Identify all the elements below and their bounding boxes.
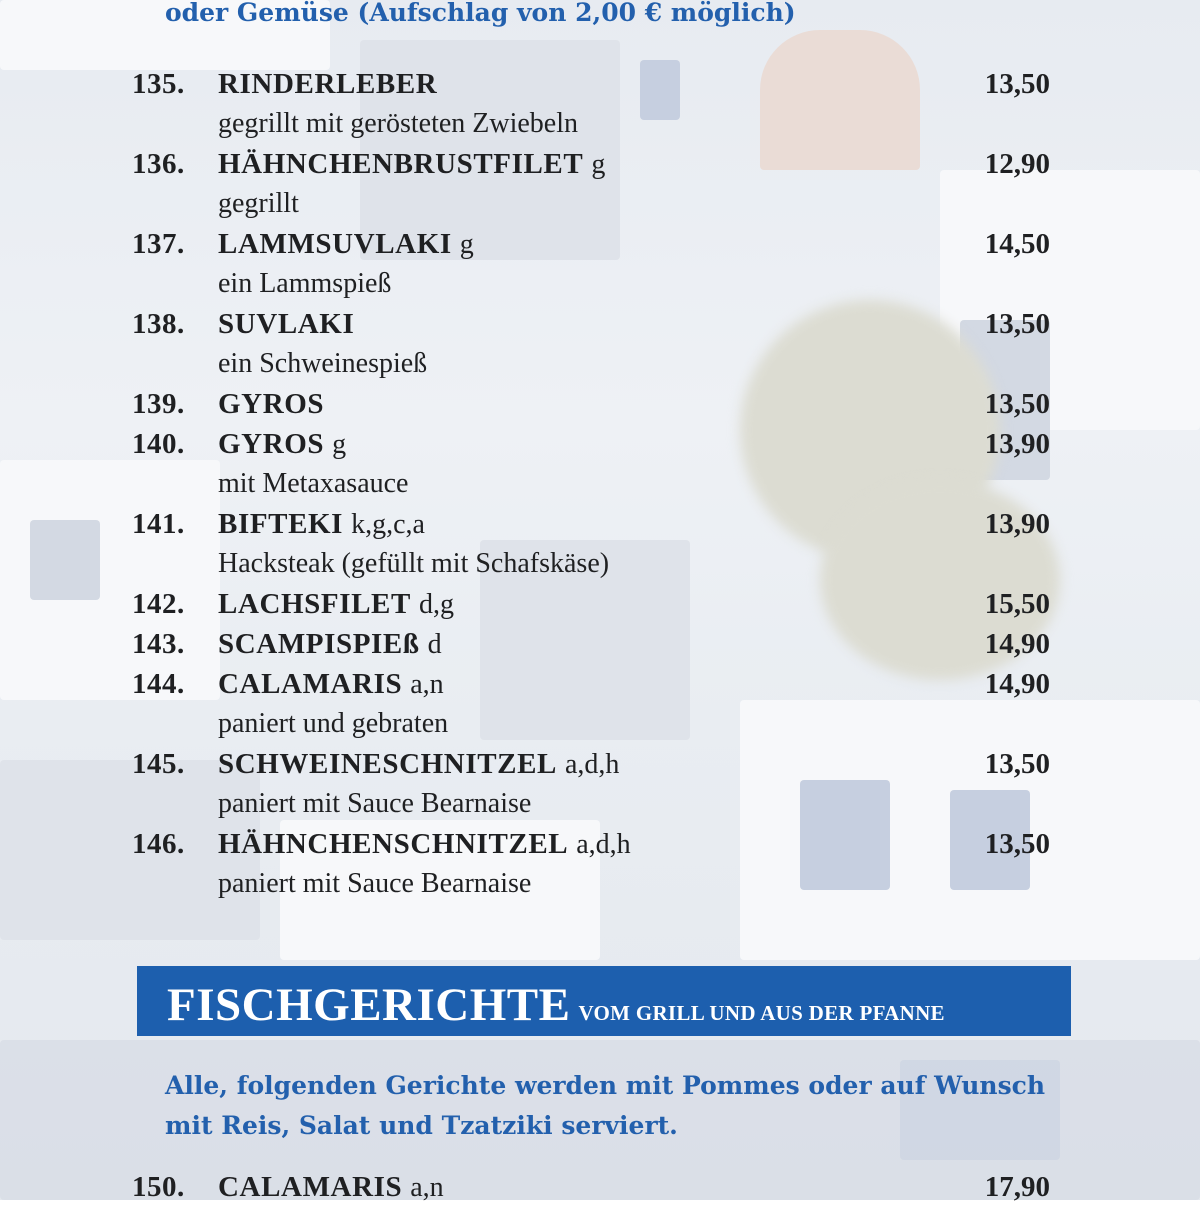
item-price: 13,50 (984, 828, 1050, 860)
item-name (218, 424, 346, 465)
menu-item-row (0, 224, 1200, 264)
item-name (218, 384, 324, 424)
item-name (218, 64, 437, 104)
item-price: 13,90 (984, 508, 1050, 540)
menu-item (0, 224, 1200, 304)
item-name-text: HÄHNCHENSCHNITZEL (218, 828, 569, 860)
item-allergens: d (427, 629, 442, 660)
item-number: 143. (132, 628, 185, 660)
section-intro (165, 1066, 1065, 1146)
menu-item (0, 64, 1200, 144)
menu-item-row (0, 424, 1200, 464)
menu-item-row (0, 664, 1200, 704)
item-price: 13,90 (984, 428, 1050, 460)
menu-item (0, 1167, 1200, 1207)
item-name-text: HÄHNCHENBRUSTFILET (218, 148, 584, 180)
item-description: paniert mit Sauce Bearnaise (218, 788, 532, 819)
menu-item (0, 304, 1200, 384)
item-name-text: LAMMSUVLAKI (218, 228, 452, 260)
item-name-text: GYROS (218, 388, 325, 420)
item-name-text: CALAMARIS (218, 668, 403, 700)
item-name (218, 304, 354, 344)
section-intro-line-1: Alle, folgenden Gerichte werden mit Pommes oder auf Wunsch (165, 1071, 1046, 1100)
menu-item (0, 584, 1200, 624)
item-name (218, 504, 425, 545)
item-description: ein Lammspieß (218, 268, 392, 299)
item-name (218, 584, 454, 625)
menu-item-row (0, 304, 1200, 344)
section-banner-fischgerichte (137, 966, 1071, 1036)
item-description: Hacksteak (gefüllt mit Schafskäse) (218, 548, 610, 579)
menu-item (0, 424, 1200, 504)
menu-item (0, 384, 1200, 424)
item-name-text: LACHSFILET (218, 588, 411, 620)
item-price: 14,50 (984, 228, 1050, 260)
section-title: FISCHGERICHTE (167, 979, 571, 1031)
item-number: 142. (132, 588, 185, 620)
item-allergens: g (332, 429, 347, 460)
menu-item (0, 144, 1200, 224)
item-name-text: BIFTEKI (218, 508, 344, 540)
menu-item (0, 624, 1200, 664)
item-number: 139. (132, 388, 185, 420)
item-price: 13,50 (984, 748, 1050, 780)
item-price: 17,90 (984, 1171, 1050, 1203)
item-name-text: SCHWEINESCHNITZEL (218, 748, 557, 780)
item-number: 136. (132, 148, 185, 180)
item-allergens: d,g (418, 589, 454, 620)
item-name-text: SUVLAKI (218, 308, 355, 340)
item-name (218, 624, 442, 665)
item-number: 141. (132, 508, 185, 540)
item-number: 137. (132, 228, 185, 260)
item-name (218, 144, 605, 185)
item-name (218, 824, 631, 865)
item-name (218, 224, 474, 265)
item-allergens: a,d,h (576, 829, 631, 860)
item-number: 146. (132, 828, 185, 860)
menu-item-row (0, 744, 1200, 784)
item-allergens: a,d,h (564, 749, 620, 780)
item-name-text: RINDERLEBER (218, 68, 438, 100)
item-description: gegrillt mit gerösteten Zwiebeln (218, 108, 579, 139)
section-subtitle: VOM GRILL UND AUS DER PFANNE (578, 1001, 945, 1025)
menu-item (0, 504, 1200, 584)
menu-item-row (0, 824, 1200, 864)
item-description: mit Metaxasauce (218, 468, 409, 499)
item-name-text: SCAMPISPIEß (218, 628, 420, 660)
intro-note: oder Gemüse (Aufschlag von 2,00 € möglich) (165, 0, 796, 27)
item-price: 13,50 (984, 308, 1050, 340)
item-allergens: k,g,c,a (351, 509, 425, 540)
item-number: 145. (132, 748, 185, 780)
menu-item-row (0, 1167, 1200, 1207)
item-number: 150. (132, 1171, 185, 1203)
menu-item-list (0, 64, 1200, 904)
menu-item-row (0, 384, 1200, 424)
section-intro-line-2: mit Reis, Salat und Tzatziki serviert. (165, 1111, 678, 1140)
item-allergens: g (591, 149, 606, 180)
item-price: 13,50 (984, 388, 1050, 420)
item-description: paniert und gebraten (218, 708, 449, 739)
item-price: 14,90 (984, 668, 1050, 700)
item-number: 135. (132, 68, 185, 100)
menu-item (0, 664, 1200, 744)
item-number: 144. (132, 668, 185, 700)
item-allergens: g (459, 229, 474, 260)
fish-item-list (0, 1167, 1200, 1207)
item-name-text: CALAMARIS (218, 1171, 403, 1203)
item-allergens: a,n (410, 669, 444, 700)
item-number: 140. (132, 428, 185, 460)
item-price: 14,90 (984, 628, 1050, 660)
item-number: 138. (132, 308, 185, 340)
item-name (218, 664, 444, 705)
menu-item-row (0, 64, 1200, 104)
menu-item-row (0, 584, 1200, 624)
menu-item-row (0, 624, 1200, 664)
item-price: 13,50 (984, 68, 1050, 100)
item-price: 12,90 (984, 148, 1050, 180)
menu-item (0, 824, 1200, 904)
item-price: 15,50 (984, 588, 1050, 620)
item-name (218, 744, 619, 785)
item-allergens: a,n (410, 1172, 444, 1203)
item-name-text: GYROS (218, 428, 325, 460)
menu-item (0, 744, 1200, 824)
item-description: ein Schweinespieß (218, 348, 428, 379)
menu-item-row (0, 504, 1200, 544)
item-description: gegrillt (218, 188, 299, 219)
item-name (218, 1167, 444, 1208)
menu-item-row (0, 144, 1200, 184)
item-description: paniert mit Sauce Bearnaise (218, 868, 532, 899)
